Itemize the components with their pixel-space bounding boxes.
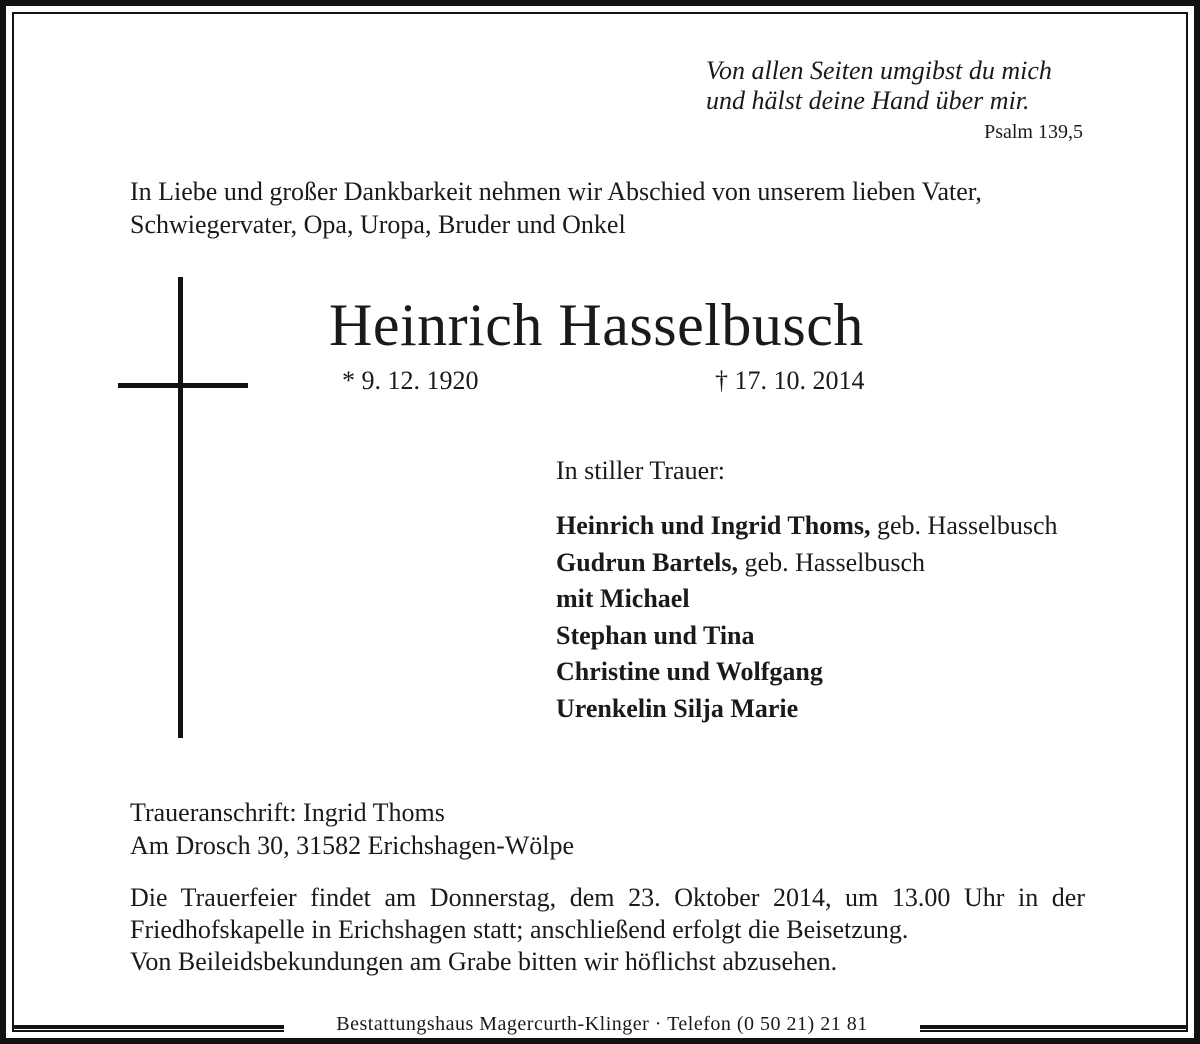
list-item — [556, 581, 1058, 618]
intro-text — [130, 175, 1085, 241]
mourner-name: Gudrun Bartels, — [556, 547, 739, 577]
footer-rule-left — [12, 1025, 284, 1029]
funeral-home-footer: Bestattungshaus Magercurth-Klinger · Telefon (0 50 21) 21 81 — [284, 1010, 920, 1038]
mourner-name: Christine und Wolfgang — [556, 657, 823, 686]
deceased-name: Heinrich Hasselbusch — [329, 292, 864, 358]
address-line-1: Traueranschrift: Ingrid Thoms — [130, 798, 445, 827]
funeral-service-info — [130, 882, 1085, 978]
mourning-address — [130, 797, 574, 862]
list-item — [556, 508, 1058, 545]
mourners-list — [556, 508, 1058, 727]
mourner-name: Stephan und Tina — [556, 620, 755, 650]
birth-date: * 9. 12. 1920 — [342, 366, 479, 395]
mourner-note: geb. Hasselbusch — [738, 547, 926, 577]
intro-line-2: Schwiegervater, Opa, Uropa, Bruder und Onkel — [130, 210, 626, 239]
address-line-2: Am Drosch 30, 31582 Erichshagen-Wölpe — [130, 830, 575, 860]
mourning-intro: In stiller Trauer: — [556, 456, 725, 485]
verse-reference: Psalm 139,5 — [984, 121, 1083, 143]
list-item — [556, 691, 1058, 728]
intro-line-1: In Liebe und großer Dankbarkeit nehmen wir Abschied von unserem lieben Vater, — [130, 177, 982, 206]
verse-line-1: Von allen Seiten umgibst du mich — [706, 56, 1052, 85]
service-line-3: Von Beileidsbekundungen am Grabe bitten wir höflichst abzusehen. — [130, 947, 838, 976]
footer-rule-right — [920, 1025, 1188, 1029]
mourner-name: Heinrich und Ingrid Thoms, — [556, 511, 871, 540]
list-item — [556, 654, 1058, 691]
mourner-note: geb. Hasselbusch — [870, 511, 1058, 540]
bible-verse — [706, 56, 1086, 116]
service-line-1: Die Trauerfeier findet am Donnerstag, dem 23. Oktober 2014, um 13.00 Uhr in der — [130, 883, 1085, 912]
service-line-2: Friedhofskapelle in Erichshagen statt; anschließend erfolgt die Beisetzung. — [130, 915, 909, 944]
verse-line-2: und hälst deine Hand über mir. — [706, 86, 1030, 115]
cross-icon-vertical — [178, 277, 183, 738]
death-date: † 17. 10. 2014 — [715, 366, 865, 395]
mourner-name: mit Michael — [556, 584, 690, 613]
list-item — [556, 545, 1058, 582]
list-item — [556, 618, 1058, 655]
mourner-name: Urenkelin Silja Marie — [556, 693, 799, 723]
cross-icon-horizontal — [118, 383, 248, 388]
